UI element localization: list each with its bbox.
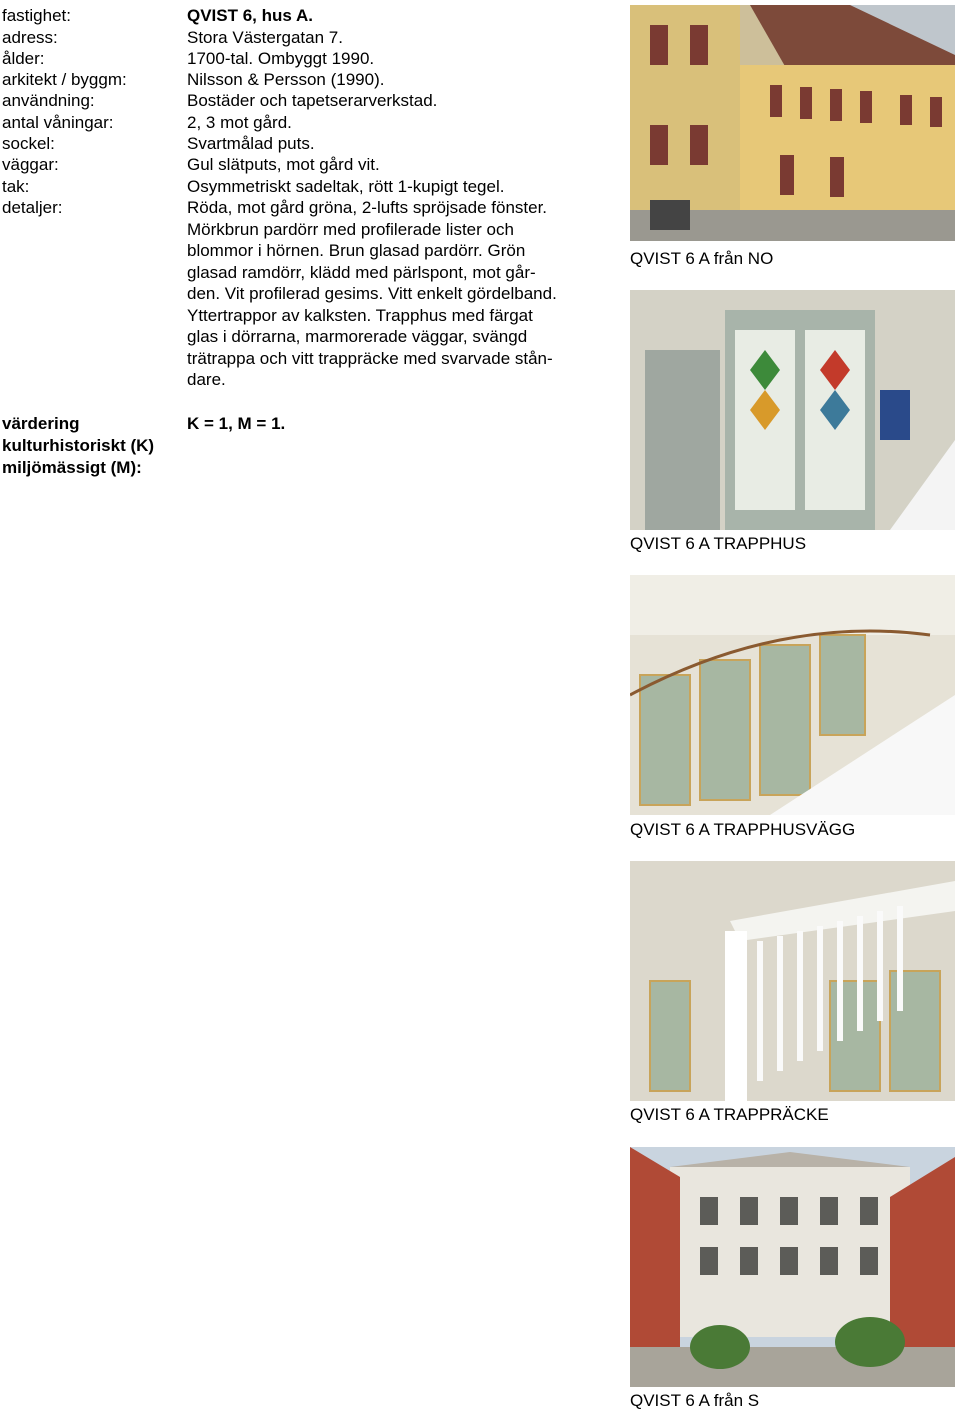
alder-value: 1700-tal. Ombyggt 1990.	[187, 49, 375, 68]
tak-value: Osymmetriskt sadeltak, rött 1-kupigt tegel.	[187, 177, 505, 196]
detaljer-line: Yttertrappor av kalksten. Trapphus med färgat	[187, 305, 533, 325]
fastighet-label: fastighet:	[2, 6, 71, 25]
courtyard-photo	[630, 1147, 955, 1387]
street-facade-photo	[630, 5, 955, 241]
valuation-label-2: kulturhistoriskt (K)	[2, 436, 155, 455]
arkitekt-label: arkitekt / byggm:	[2, 70, 127, 89]
photo-caption: QVIST 6 A från NO	[630, 249, 774, 268]
alder-label: ålder:	[2, 49, 45, 68]
anvandning-value: Bostäder och tapetserarverkstad.	[187, 91, 438, 110]
stairwell-door-photo	[630, 290, 955, 530]
vaggar-label: väggar:	[2, 155, 59, 174]
detaljer-line: trätrappa och vitt trappräcke med svarvade stån-	[187, 348, 553, 368]
detaljer-line: Röda, mot gård gröna, 2-lufts spröjsade fönster.	[187, 198, 548, 217]
vaningar-value: 2, 3 mot gård.	[187, 113, 292, 132]
valuation-label-1: värdering	[2, 414, 80, 433]
tak-label: tak:	[2, 177, 30, 196]
vaggar-value: Gul slätputs, mot gård vit.	[187, 155, 380, 174]
detaljer-line: den. Vit profilerad gesims. Vitt enkelt gördelband.	[187, 284, 557, 303]
stair-railing-photo	[630, 861, 955, 1101]
arkitekt-value: Nilsson & Persson (1990).	[187, 70, 385, 89]
detaljer-line: dare.	[187, 370, 226, 389]
adress-label: adress:	[2, 28, 58, 47]
vaningar-label: antal våningar:	[2, 113, 114, 132]
anvandning-label: användning:	[2, 91, 95, 110]
stairwell-wall-photo	[630, 575, 955, 815]
detaljer-line: Mörkbrun pardörr med profilerade lister och	[187, 219, 514, 239]
sockel-value: Svartmålad puts.	[187, 134, 315, 153]
photo-caption: QVIST 6 A från S	[630, 1391, 760, 1410]
photo-caption: QVIST 6 A TRAPPHUS	[630, 534, 807, 553]
detaljer-line: glas i dörrarna, marmorerade väggar, svängd	[187, 327, 528, 346]
detaljer-text	[187, 197, 607, 391]
fastighet-value: QVIST 6, hus A.	[187, 6, 313, 25]
photo-caption: QVIST 6 A TRAPPHUSVÄGG	[630, 820, 856, 839]
detaljer-line: blommor i hörnen. Brun glasad pardörr. Grön	[187, 241, 526, 260]
valuation-label-3: miljömässigt (M):	[2, 458, 142, 477]
valuation-value: K = 1, M = 1.	[187, 414, 286, 433]
photo-caption: QVIST 6 A TRAPPRÄCKE	[630, 1105, 829, 1124]
sockel-label: sockel:	[2, 134, 55, 153]
adress-value: Stora Västergatan 7.	[187, 28, 343, 47]
detaljer-label: detaljer:	[2, 198, 63, 217]
detaljer-line: glasad ramdörr, klädd med pärlspont, mot går-	[187, 262, 536, 282]
